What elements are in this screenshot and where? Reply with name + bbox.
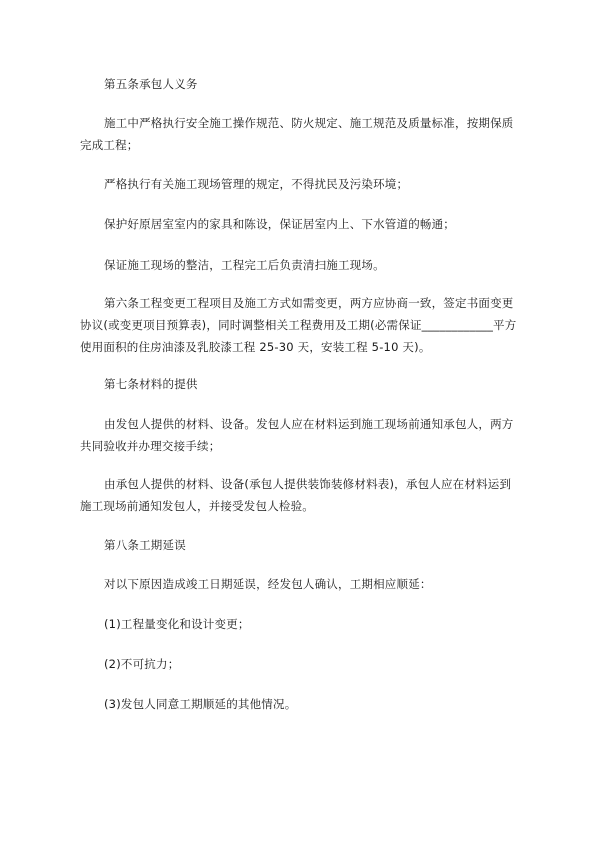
article-7-heading: 第七条材料的提供: [104, 377, 198, 391]
article-5-heading: 第五条承包人义务: [104, 77, 198, 91]
article-7-item-contractor: 由承包人提供的材料、设备(承包人提供装饰装修材料表)，承包人应在材料运到施工现场前通知发包人，并接受发包人检验。: [80, 477, 512, 513]
article-8-item-1: (1)工程量变化和设计变更；: [104, 617, 250, 631]
article-8-intro: 对以下原因造成竣工日期延误，经发包人确认，工期相应顺延：: [104, 577, 432, 591]
article-5-item-clean: 保证施工现场的整洁，工程完工后负责清扫施工现场。: [104, 258, 385, 272]
article-5-item-protect: 保护好原居室室内的家具和陈设，保证居室内上、下水管道的畅通；: [104, 217, 455, 231]
article-8-item-2: (2)不可抗力；: [104, 657, 180, 671]
article-8-heading: 第八条工期延误: [104, 538, 186, 552]
article-7-item-employer: 由发包人提供的材料、设备。发包人应在材料运到施工现场前通知承包人，两方共同验收并办理交接手续；: [80, 417, 514, 453]
article-8-item-3: (3)发包人同意工期顺延的其他情况。: [104, 697, 297, 711]
article-5-item-site-rules: 严格执行有关施工现场管理的规定，不得扰民及污染环境；: [104, 177, 409, 191]
article-5-item-safety: 施工中严格执行安全施工操作规范、防火规定、施工规范及质量标准，按期保质完成工程；: [80, 116, 514, 152]
article-6-paragraph: 第六条工程变更工程项目及施工方式如需变更，两方应协商一致，签定书面变更协议(或变更项目预算表)，同时调整相关工程费用及工期(必需保证____________平方使用面积的住房油漆及乳胶漆工程 25-30 天，安装工程 5-10 天)。: [80, 296, 517, 354]
